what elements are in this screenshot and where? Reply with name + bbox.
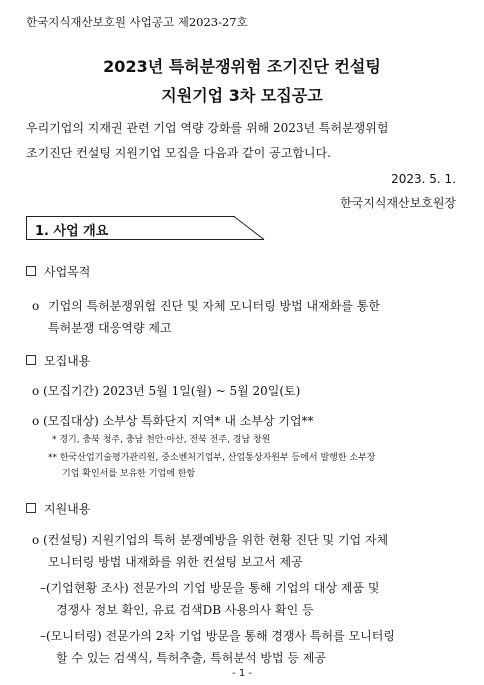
intro-line2: 조기진단 컨설팅 지원기업 모집을 다음과 같이 공고합니다. — [26, 146, 331, 160]
support-sub1b: 경쟁사 정보 확인, 유료 검색DB 사용의사 확인 등 — [56, 603, 314, 617]
section-header-box — [26, 216, 235, 240]
support-line1: o (컨설팅) 지원기업의 특허 분쟁예방을 위한 현황 진단 및 기업 자체 — [32, 533, 389, 547]
intro-line1: 우리기업의 지재권 관련 기업 역량 강화를 위해 2023년 특허분쟁위험 — [26, 121, 389, 135]
page-title-line2: 지원기업 3차 모집공고 — [161, 86, 323, 105]
recruit-heading: 모집내용 — [26, 352, 90, 369]
notice-date: 2023. 5. 1. — [391, 172, 456, 186]
support-line2: 모니터링 방법 내재화를 위한 컨설팅 보고서 제공 — [48, 555, 303, 569]
recruit-target: o (모집대상) 소부상 특화단지 지역* 내 소부상 기업** — [32, 414, 314, 428]
page-title-line1: 2023년 특허분쟁위험 조기진단 컨설팅 — [103, 57, 381, 76]
section-header-diagonal — [232, 216, 266, 240]
notice-number: 한국지식재산보호원 사업공고 제2023-27호 — [26, 15, 248, 29]
page-number: - 1 - — [232, 668, 252, 679]
support-sub2b: 할 수 있는 검색식, 특허추출, 특허분석 방법 등 제공 — [56, 651, 326, 665]
purpose-line2: 특허분쟁 대응역량 제고 — [48, 321, 172, 335]
recruit-note2b: 기업 확인서를 보유한 기업에 한함 — [62, 469, 196, 479]
purpose-heading: 사업목적 — [26, 263, 90, 280]
support-sub2a: –(모니터링) 전문가의 2차 기업 방문을 통해 경쟁사 특허를 모니터링 — [40, 629, 395, 643]
support-heading: 지원내용 — [26, 500, 90, 517]
intro-paragraph — [26, 116, 466, 166]
square-bullet-icon — [26, 355, 36, 365]
purpose-bullet: o — [32, 299, 40, 313]
signature: 한국지식재산보호원장 — [340, 196, 456, 210]
recruit-note2a: ** 한국산업기술평가관리원, 중소벤처기업부, 산업통상자원부 등에서 발행한 소부장 — [48, 453, 376, 463]
recruit-note1: * 경기, 충북 청주, 충남 천안·아산, 전북 전주, 경남 창원 — [52, 435, 271, 445]
support-sub1a: –(기업현황 조사) 전문가의 기업 방문을 통해 기업의 대상 제품 및 — [40, 581, 380, 595]
section-label: 1. 사업 개요 — [35, 224, 109, 239]
recruit-period: o (모집기간) 2023년 5월 1일(월) ~ 5월 20일(토) — [32, 384, 301, 398]
square-bullet-icon — [26, 503, 36, 513]
square-bullet-icon — [26, 266, 36, 276]
purpose-line1: 기업의 특허분쟁위험 진단 및 자체 모니터링 방법 내재화를 통한 — [48, 299, 380, 313]
